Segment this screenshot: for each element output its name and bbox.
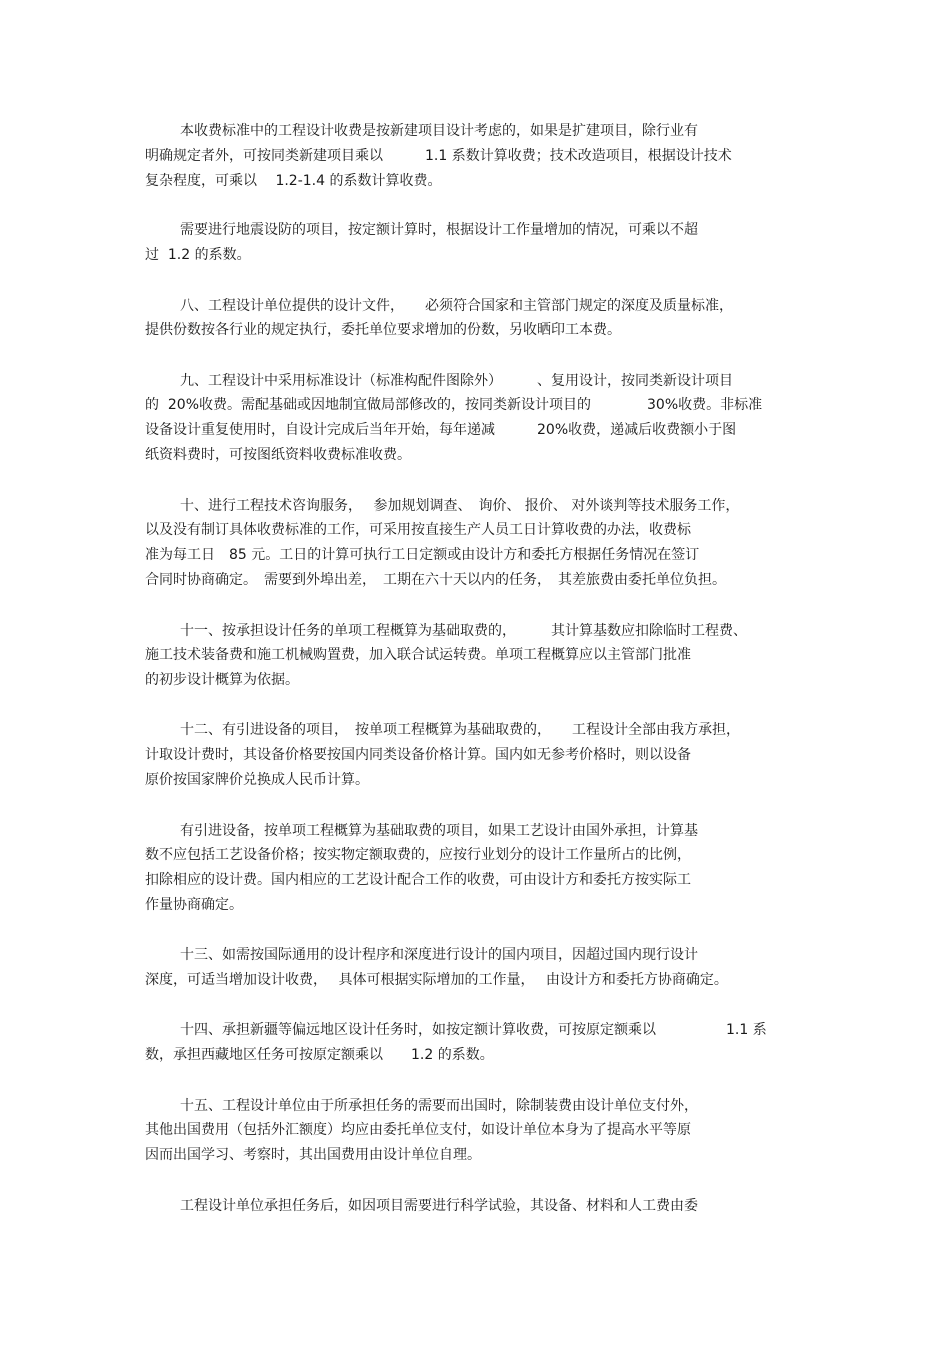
text-line: 十五、工程设计单位由于所承担任务的需要而出国时，除制装费由设计单位支付外， [180, 1098, 698, 1114]
text-line: 施工技术装备费和施工机械购置费，加入联合试运转费。单项工程概算应以主管部门批准 [145, 647, 691, 663]
text-line: 数，承担西藏地区任务可按原定额乘以 1.2 的系数。 [145, 1047, 494, 1063]
text-line: 设备设计重复使用时，自设计完成后当年开始，每年递减 20%收费，递减后收费额小于图 [145, 422, 737, 438]
text-line: 需要进行地震设防的项目，按定额计算时，根据设计工作量增加的情况，可乘以不超 [180, 222, 698, 238]
text-line: 的 20%收费。需配基础或因地制宜做局部修改的，按同类新设计项目的 30%收费。非标准 [145, 397, 763, 413]
text-line: 合同时协商确定。 需要到外埠出差， 工期在六十天以内的任务， 其差旅费由委托单位负担。 [145, 572, 726, 588]
text-line: 八、工程设计单位提供的设计文件， 必须符合国家和主管部门规定的深度及质量标准， [180, 298, 733, 314]
text-line: 原价按国家牌价兑换成人民币计算。 [145, 772, 369, 788]
text-line: 有引进设备，按单项工程概算为基础取费的项目，如果工艺设计由国外承担，计算基 [180, 823, 698, 839]
text-line: 纸资料费时，可按图纸资料收费标准收费。 [145, 447, 411, 463]
text-line: 计取设计费时，其设备价格要按国内同类设备价格计算。国内如无参考价格时，则以设备 [145, 747, 691, 763]
text-line: 的初步设计概算为依据。 [145, 672, 299, 688]
text-line: 十、进行工程技术咨询服务， 参加规划调查、 询价、 报价、 对外谈判等技术服务工作， [180, 498, 740, 514]
text-line: 九、工程设计中采用标准设计（标准构配件图除外） 、复用设计，按同类新设计项目 [180, 373, 733, 389]
text-line: 过 1.2 的系数。 [145, 247, 251, 263]
text-line: 因而出国学习、考察时，其出国费用由设计单位自理。 [145, 1147, 481, 1163]
text-line: 十四、承担新疆等偏远地区设计任务时，如按定额计算收费，可按原定额乘以 1.1 系 [180, 1022, 767, 1038]
text-line: 工程设计单位承担任务后，如因项目需要进行科学试验，其设备、材料和人工费由委 [180, 1198, 698, 1214]
text-line: 其他出国费用（包括外汇额度）均应由委托单位支付，如设计单位本身为了提高水平等原 [145, 1122, 691, 1138]
text-line: 十二、有引进设备的项目， 按单项工程概算为基础取费的， 工程设计全部由我方承担， [180, 722, 740, 738]
text-line: 准为每工日 85 元。工日的计算可执行工日定额或由设计方和委托方根据任务情况在签订 [145, 547, 700, 563]
text-line: 提供份数按各行业的规定执行，委托单位要求增加的份数，另收晒印工本费。 [145, 322, 621, 338]
text-line: 作量协商确定。 [145, 897, 243, 913]
text-line: 本收费标准中的工程设计收费是按新建项目设计考虑的，如果是扩建项目，除行业有 [180, 123, 698, 139]
text-line: 以及没有制订具体收费标准的工作，可采用按直接生产人员工日计算收费的办法，收费标 [145, 522, 691, 538]
text-line: 深度，可适当增加设计收费， 具体可根据实际增加的工作量， 由设计方和委托方协商确定。 [145, 972, 728, 988]
text-line: 十一、按承担设计任务的单项工程概算为基础取费的， 其计算基数应扣除临时工程费、 [180, 623, 747, 639]
text-line: 数不应包括工艺设备价格；按实物定额取费的，应按行业划分的设计工作量所占的比例， [145, 847, 691, 863]
text-line: 复杂程度，可乘以 1.2-1.4 的系数计算收费。 [145, 173, 442, 189]
text-line: 明确规定者外，可按同类新建项目乘以 1.1 系数计算收费；技术改造项目，根据设计技术 [145, 148, 732, 164]
text-line: 扣除相应的设计费。国内相应的工艺设计配合工作的收费，可由设计方和委托方按实际工 [145, 872, 691, 888]
text-line: 十三、如需按国际通用的设计程序和深度进行设计的国内项目，因超过国内现行设计 [180, 947, 698, 963]
